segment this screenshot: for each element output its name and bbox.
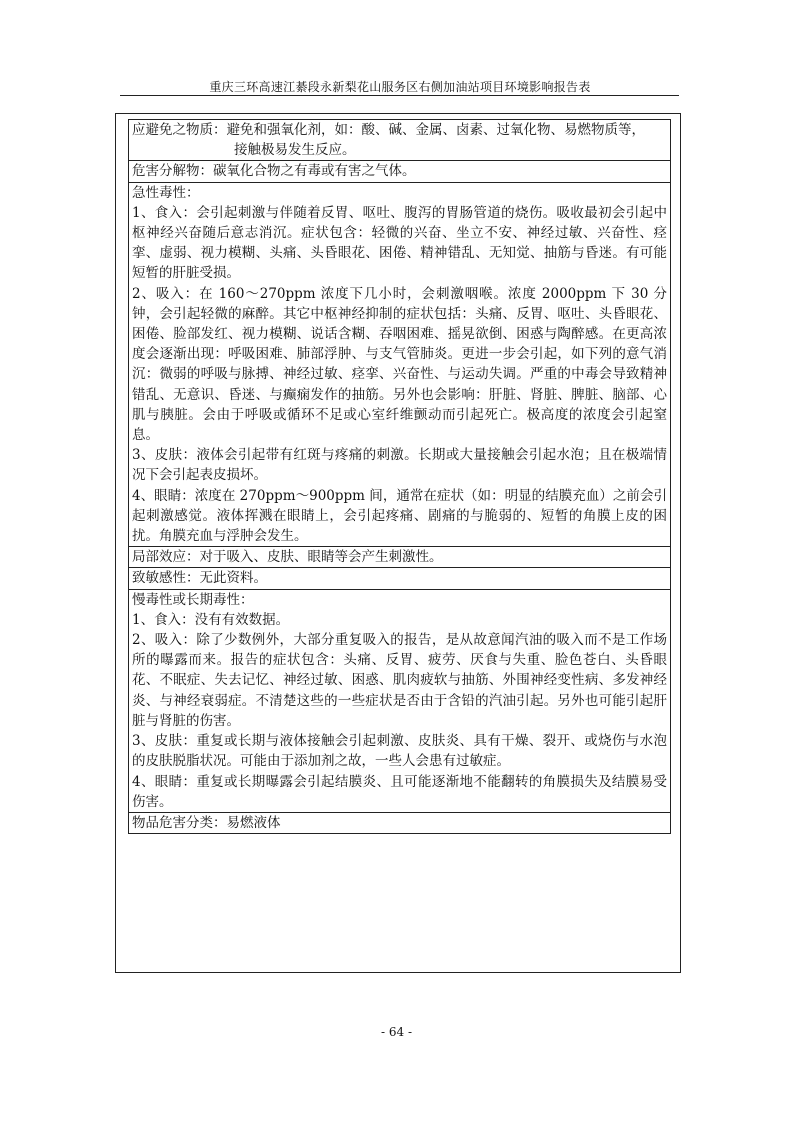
acute-inhalation-text: 2、吸入：在 160～270ppm 浓度下几小时，会刺激咽喉。浓度 2000ppm 下 30 分钟，会引起轻微的麻醉。其它中枢神经抑制的症状包括：头痛、反胃、呕吐、头昏眼花、困倦、脸部发红、视力模糊、说话含糊、吞咽困难、摇晃欲倒、困惑与陶醉感。在更高浓度会逐渐出现：呼吸困难、肺部浮肿、与支气管肺炎。更进一步会引起，如下列的意气消沉：微弱的呼吸与脉搏、神经过敏、痉挛、兴奋性、与运动失调。严重的中毒会导致精神错乱、无意识、昏迷、与癫痫发作的抽筋。另外也会影响：肝脏、肾脏、脾脏、脑部、心肌与胰脏。会由于呼吸或循环不足或心室纤维颤动而引起死亡。极高度的浓度会引起窒息。 bbox=[132, 285, 667, 444]
chronic-inhalation-text: 2、吸入：除了少数例外，大部分重复吸入的报告，是从故意闻汽油的吸入而不是工作场所的曝露而来。报告的症状包含：头痛、反胃、疲劳、厌食与失重、脸色苍白、头昏眼花、不眠症、失去记忆、神经过敏、困惑、肌肉疲软与抽筋、外围神经变性病、多发神经炎、与神经衰弱症。不清楚这些的一些症状是否由于含铅的汽油引起。另外也可能引起肝脏与肾脏的伤害。 bbox=[132, 632, 667, 729]
property-table bbox=[128, 119, 671, 834]
table-cell bbox=[129, 547, 671, 568]
table-row-local-effects bbox=[129, 547, 671, 568]
table-row-sensitization bbox=[129, 568, 671, 589]
header-rule bbox=[120, 95, 679, 96]
page-number: - 64 - bbox=[380, 1025, 412, 1039]
chronic-eye-text: 4、眼睛：重复或长期曝露会引起结膜炎、且可能逐渐地不能翻转的角膜损失及结膜易受伤害。 bbox=[132, 773, 667, 810]
local-effects-text: 局部效应：对于吸入、皮肤、眼睛等会产生刺激性。 bbox=[132, 549, 443, 566]
chronic-skin-text: 3、皮肤：重复或长期与液体接触会引起刺激、皮肤炎、具有干燥、裂开、或烧伤与水泡的皮肤脱脂状况。可能由于添加剂之故，一些人会患有过敏症。 bbox=[132, 733, 667, 770]
hazard-class-text: 物品危害分类：易燃液体 bbox=[132, 814, 281, 831]
table-cell bbox=[129, 812, 671, 833]
table-row-chronic-toxicity bbox=[129, 589, 671, 812]
table-cell bbox=[129, 589, 671, 812]
acute-toxicity-title: 急性毒性： bbox=[132, 184, 200, 201]
table-row-decomposition bbox=[129, 161, 671, 182]
table-row-avoid bbox=[129, 120, 671, 161]
table-row-acute-toxicity bbox=[129, 182, 671, 547]
decomposition-text: 危害分解物：碳氧化合物之有毒或有害之气体。 bbox=[132, 163, 416, 180]
chronic-ingestion-text: 1、食入：没有有效数据。 bbox=[132, 611, 290, 628]
chronic-toxicity-title: 慢毒性或长期毒性： bbox=[132, 591, 254, 608]
table-cell bbox=[129, 568, 671, 589]
table-cell bbox=[129, 161, 671, 182]
acute-eye-text: 4、眼睛：浓度在 270ppm～900ppm 间，通常在症状（如：明显的结膜充血）之前会引起刺激感觉。液体挥溅在眼睛上，会引起疼痛、剧痛的与脆弱的、短暂的角膜上皮的困扰。角膜充血与浮肿会发生。 bbox=[132, 487, 667, 545]
acute-ingestion-text: 1、食入：会引起刺激与伴随着反胃、呕吐、腹泻的胃肠管道的烧伤。吸收最初会引起中枢神经兴奋随后意志消沉。症状包含：轻微的兴奋、坐立不安、神经过敏、兴奋性、痉挛、虚弱、视力模糊、头痛、头昏眼花、困倦、精神错乱、无知觉、抽筋与昏迷。有可能短暂的肝脏受损。 bbox=[132, 204, 667, 282]
acute-skin-text: 3、皮肤：液体会引起带有红斑与疼痛的刺激。长期或大量接触会引起水泡；且在极端情况下会引起表皮损坏。 bbox=[132, 447, 667, 484]
avoid-substances-continuation: 接触极易发生反应。 bbox=[234, 142, 356, 159]
table-cell bbox=[129, 120, 671, 161]
avoid-substances-text: 应避免之物质：避免和强氧化剂，如：酸、碱、金属、卤素、过氧化物、易燃物质等， bbox=[132, 122, 645, 138]
sensitization-text: 致敏感性：无此资料。 bbox=[132, 570, 267, 587]
table-cell bbox=[129, 182, 671, 547]
document-header-title: 重庆三环高速江綦段永新梨花山服务区右侧加油站项目环境影响报告表 bbox=[209, 80, 591, 94]
table-row-hazard-class bbox=[129, 812, 671, 833]
